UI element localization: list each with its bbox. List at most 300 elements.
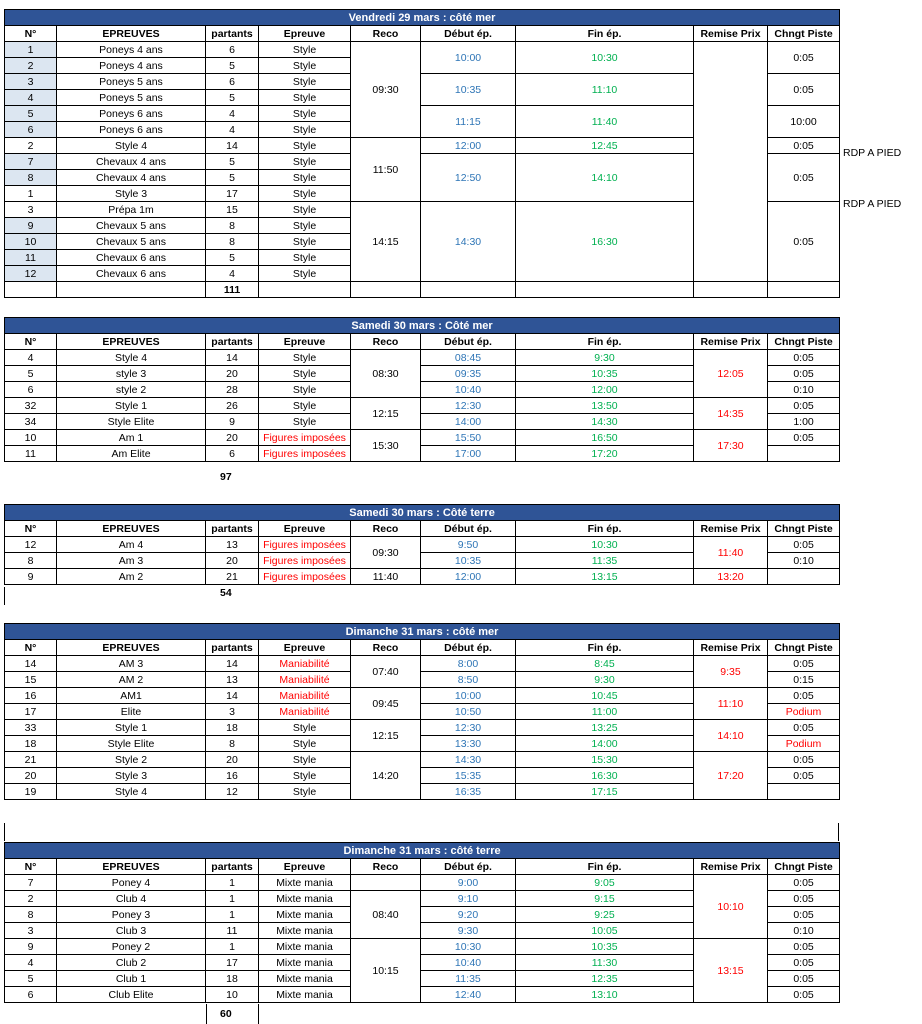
row-epreuve-name: Style 2 — [57, 752, 206, 768]
row-epreuve-name: Style 1 — [57, 720, 206, 736]
header-remise: Remise Prix — [694, 26, 768, 42]
chngt-piste: 1:00 — [768, 414, 840, 430]
chngt-piste: 0:05 — [768, 74, 840, 106]
row-epreuve-name: style 2 — [57, 382, 206, 398]
header-partants: partants — [206, 859, 259, 875]
row-number: 34 — [5, 414, 57, 430]
debut-time: 12:30 — [421, 720, 516, 736]
row-number: 32 — [5, 398, 57, 414]
grid-line — [258, 1004, 259, 1024]
row-partants: 14 — [206, 688, 259, 704]
grid-line — [838, 823, 839, 841]
rdp-note: RDP A PIED — [843, 147, 902, 159]
remise-prix: 9:35 — [694, 656, 768, 688]
chngt-piste: 10:00 — [768, 106, 840, 138]
chngt-piste: 0:05 — [768, 720, 840, 736]
table-row — [5, 42, 840, 58]
row-partants: 6 — [206, 74, 259, 90]
header-reco: Reco — [351, 26, 421, 42]
row-partants: 5 — [206, 90, 259, 106]
row-type: Figures imposées — [259, 537, 351, 553]
remise-prix: 11:40 — [694, 537, 768, 569]
row-partants: 10 — [206, 987, 259, 1003]
header-debut: Début ép. — [421, 334, 516, 350]
debut-time: 10:00 — [421, 42, 516, 74]
table-row — [5, 430, 840, 446]
row-partants: 6 — [206, 446, 259, 462]
row-type: Style — [259, 138, 351, 154]
remise-prix: 14:35 — [694, 398, 768, 430]
grid-line — [4, 823, 5, 841]
row-number: 8 — [5, 907, 57, 923]
schedule-table — [4, 623, 840, 800]
fin-time: 9:30 — [516, 350, 694, 366]
fin-time: 10:35 — [516, 939, 694, 955]
row-epreuve-name: Style Elite — [57, 736, 206, 752]
fin-time: 10:30 — [516, 42, 694, 74]
total-partants: 111 — [206, 282, 259, 298]
row-epreuve-name: Prépa 1m — [57, 202, 206, 218]
total-partants: 54 — [220, 587, 232, 599]
header-reco: Reco — [351, 521, 421, 537]
header-fin: Fin ép. — [516, 26, 694, 42]
row-type: Style — [259, 752, 351, 768]
row-type: Figures imposées — [259, 553, 351, 569]
fin-time: 10:30 — [516, 537, 694, 553]
row-number: 21 — [5, 752, 57, 768]
row-partants: 8 — [206, 218, 259, 234]
reco-time: 11:50 — [351, 138, 421, 202]
row-number: 6 — [5, 382, 57, 398]
reco-time: 09:30 — [351, 537, 421, 569]
row-partants: 11 — [206, 923, 259, 939]
header-debut: Début ép. — [421, 521, 516, 537]
row-number: 2 — [5, 138, 57, 154]
table-row — [5, 752, 840, 768]
row-partants: 1 — [206, 875, 259, 891]
chngt-piste: 0:05 — [768, 202, 840, 282]
row-partants: 12 — [206, 784, 259, 800]
debut-time: 09:35 — [421, 366, 516, 382]
section-vendredi-mer — [4, 9, 840, 298]
row-epreuve-name: Style 1 — [57, 398, 206, 414]
header-partants: partants — [206, 26, 259, 42]
remise-prix — [694, 42, 768, 282]
header-epreuves: EPREUVES — [57, 334, 206, 350]
row-partants: 15 — [206, 202, 259, 218]
header-epreuves: EPREUVES — [57, 521, 206, 537]
row-partants: 5 — [206, 250, 259, 266]
chngt-piste: 0:05 — [768, 688, 840, 704]
debut-time: 11:35 — [421, 971, 516, 987]
row-number: 8 — [5, 553, 57, 569]
reco-time — [351, 875, 421, 891]
section-title: Samedi 30 mars : Côté mer — [5, 318, 840, 334]
debut-time: 12:00 — [421, 138, 516, 154]
header-chngt: Chngt Piste — [768, 640, 840, 656]
row-epreuve-name: Poney 4 — [57, 875, 206, 891]
debut-time: 14:30 — [421, 202, 516, 282]
chngt-piste: 0:05 — [768, 891, 840, 907]
total-row — [5, 282, 840, 298]
row-partants: 4 — [206, 266, 259, 282]
fin-time: 16:50 — [516, 430, 694, 446]
row-number: 8 — [5, 170, 57, 186]
fin-time: 11:30 — [516, 955, 694, 971]
header-reco: Reco — [351, 334, 421, 350]
row-partants: 28 — [206, 382, 259, 398]
header-epreuves: EPREUVES — [57, 859, 206, 875]
reco-time: 12:15 — [351, 720, 421, 752]
remise-prix: 13:15 — [694, 939, 768, 1003]
grid-line — [206, 1004, 207, 1024]
header-n: N° — [5, 26, 57, 42]
row-partants: 3 — [206, 704, 259, 720]
section-title: Vendredi 29 mars : côté mer — [5, 10, 840, 26]
header-epreuve: Epreuve — [259, 521, 351, 537]
row-epreuve-name: Style 4 — [57, 350, 206, 366]
debut-time: 8:00 — [421, 656, 516, 672]
row-type: Mixte mania — [259, 875, 351, 891]
row-partants: 20 — [206, 366, 259, 382]
schedule-table — [4, 9, 840, 298]
fin-time: 13:10 — [516, 987, 694, 1003]
row-epreuve-name: Club 1 — [57, 971, 206, 987]
row-type: Style — [259, 382, 351, 398]
header-chngt: Chngt Piste — [768, 26, 840, 42]
row-epreuve-name: Poneys 4 ans — [57, 42, 206, 58]
debut-time: 9:50 — [421, 537, 516, 553]
row-number: 3 — [5, 74, 57, 90]
row-type: Style — [259, 218, 351, 234]
debut-time: 11:15 — [421, 106, 516, 138]
row-epreuve-name: Chevaux 4 ans — [57, 154, 206, 170]
remise-prix: 12:05 — [694, 350, 768, 398]
row-epreuve-name: Chevaux 6 ans — [57, 266, 206, 282]
header-remise: Remise Prix — [694, 859, 768, 875]
debut-time: 10:40 — [421, 382, 516, 398]
row-number: 9 — [5, 939, 57, 955]
row-type: Mixte mania — [259, 971, 351, 987]
row-type: Style — [259, 266, 351, 282]
row-number: 15 — [5, 672, 57, 688]
row-number: 7 — [5, 875, 57, 891]
chngt-piste: 0:10 — [768, 553, 840, 569]
row-epreuve-name: Am 3 — [57, 553, 206, 569]
fin-time: 17:20 — [516, 446, 694, 462]
row-epreuve-name: AM 3 — [57, 656, 206, 672]
row-number: 14 — [5, 656, 57, 672]
row-partants: 20 — [206, 553, 259, 569]
fin-time: 10:35 — [516, 366, 694, 382]
debut-time: 12:30 — [421, 398, 516, 414]
reco-time: 15:30 — [351, 430, 421, 462]
row-type: Style — [259, 42, 351, 58]
row-epreuve-name: Chevaux 5 ans — [57, 234, 206, 250]
row-type: Mixte mania — [259, 955, 351, 971]
row-type: Mixte mania — [259, 923, 351, 939]
row-epreuve-name: style 3 — [57, 366, 206, 382]
row-number: 3 — [5, 923, 57, 939]
row-partants: 5 — [206, 154, 259, 170]
row-partants: 20 — [206, 752, 259, 768]
row-type: Style — [259, 768, 351, 784]
row-epreuve-name: Chevaux 5 ans — [57, 218, 206, 234]
row-number: 5 — [5, 366, 57, 382]
row-epreuve-name: Am 1 — [57, 430, 206, 446]
chngt-piste — [768, 569, 840, 585]
row-epreuve-name: Am Elite — [57, 446, 206, 462]
debut-time: 13:30 — [421, 736, 516, 752]
chngt-piste: 0:05 — [768, 987, 840, 1003]
remise-prix: 11:10 — [694, 688, 768, 720]
header-remise: Remise Prix — [694, 640, 768, 656]
header-fin: Fin ép. — [516, 859, 694, 875]
header-epreuves: EPREUVES — [57, 640, 206, 656]
row-type: Style — [259, 186, 351, 202]
debut-time: 9:20 — [421, 907, 516, 923]
row-number: 16 — [5, 688, 57, 704]
row-number: 2 — [5, 58, 57, 74]
chngt-piste: 0:05 — [768, 430, 840, 446]
header-reco: Reco — [351, 859, 421, 875]
header-partants: partants — [206, 334, 259, 350]
schedule-table — [4, 504, 840, 585]
table-row — [5, 350, 840, 366]
row-epreuve-name: AM 2 — [57, 672, 206, 688]
fin-time: 8:45 — [516, 656, 694, 672]
debut-time: 8:50 — [421, 672, 516, 688]
debut-time: 9:30 — [421, 923, 516, 939]
row-type: Maniabilité — [259, 688, 351, 704]
row-number: 5 — [5, 106, 57, 122]
row-epreuve-name: Style 4 — [57, 138, 206, 154]
fin-time: 11:10 — [516, 74, 694, 106]
fin-time: 13:50 — [516, 398, 694, 414]
row-partants: 1 — [206, 891, 259, 907]
row-number: 12 — [5, 266, 57, 282]
row-type: Style — [259, 350, 351, 366]
row-type: Mixte mania — [259, 907, 351, 923]
row-partants: 13 — [206, 537, 259, 553]
debut-time: 10:35 — [421, 553, 516, 569]
row-type: Style — [259, 170, 351, 186]
row-type: Style — [259, 122, 351, 138]
row-partants: 18 — [206, 720, 259, 736]
debut-time: 10:00 — [421, 688, 516, 704]
reco-time: 10:15 — [351, 939, 421, 1003]
section-title: Samedi 30 mars : Côté terre — [5, 505, 840, 521]
table-row — [5, 875, 840, 891]
row-epreuve-name: Poneys 5 ans — [57, 90, 206, 106]
fin-time: 11:40 — [516, 106, 694, 138]
header-reco: Reco — [351, 640, 421, 656]
row-partants: 13 — [206, 672, 259, 688]
fin-time: 12:00 — [516, 382, 694, 398]
grid-line — [4, 587, 5, 605]
row-type: Style — [259, 90, 351, 106]
chngt-piste: 0:05 — [768, 398, 840, 414]
header-remise: Remise Prix — [694, 521, 768, 537]
row-epreuve-name: Club 2 — [57, 955, 206, 971]
chngt-piste: 0:05 — [768, 875, 840, 891]
table-row — [5, 537, 840, 553]
row-number: 11 — [5, 446, 57, 462]
chngt-piste: 0:05 — [768, 154, 840, 202]
chngt-piste: 0:05 — [768, 350, 840, 366]
table-row — [5, 688, 840, 704]
row-number: 10 — [5, 430, 57, 446]
schedule-table — [4, 842, 840, 1003]
chngt-piste: 0:05 — [768, 955, 840, 971]
chngt-piste: 0:05 — [768, 656, 840, 672]
row-type: Figures imposées — [259, 569, 351, 585]
row-partants: 6 — [206, 42, 259, 58]
chngt-piste: 0:05 — [768, 971, 840, 987]
fin-time: 14:10 — [516, 154, 694, 202]
row-type: Figures imposées — [259, 446, 351, 462]
header-remise: Remise Prix — [694, 334, 768, 350]
remise-prix: 14:10 — [694, 720, 768, 752]
row-partants: 14 — [206, 138, 259, 154]
debut-time: 12:40 — [421, 987, 516, 1003]
fin-time: 15:30 — [516, 752, 694, 768]
reco-time: 12:15 — [351, 398, 421, 430]
row-partants: 4 — [206, 106, 259, 122]
fin-time: 14:00 — [516, 736, 694, 752]
chngt-piste: 0:05 — [768, 537, 840, 553]
row-type: Style — [259, 250, 351, 266]
header-chngt: Chngt Piste — [768, 859, 840, 875]
row-number: 3 — [5, 202, 57, 218]
debut-time: 9:00 — [421, 875, 516, 891]
header-n: N° — [5, 859, 57, 875]
row-partants: 14 — [206, 350, 259, 366]
row-type: Style — [259, 784, 351, 800]
debut-time: 9:10 — [421, 891, 516, 907]
debut-time: 15:35 — [421, 768, 516, 784]
section-samedi-mer — [4, 317, 840, 462]
row-epreuve-name: Poneys 6 ans — [57, 122, 206, 138]
chngt-piste: 0:05 — [768, 366, 840, 382]
row-number: 11 — [5, 250, 57, 266]
row-number: 4 — [5, 955, 57, 971]
fin-time: 13:15 — [516, 569, 694, 585]
debut-time: 14:30 — [421, 752, 516, 768]
chngt-piste — [768, 446, 840, 462]
row-type: Style — [259, 154, 351, 170]
chngt-piste: 0:10 — [768, 382, 840, 398]
row-number: 10 — [5, 234, 57, 250]
debut-time: 10:40 — [421, 955, 516, 971]
row-type: Style — [259, 414, 351, 430]
fin-time: 14:30 — [516, 414, 694, 430]
row-number: 6 — [5, 987, 57, 1003]
remise-prix: 10:10 — [694, 875, 768, 939]
header-chngt: Chngt Piste — [768, 521, 840, 537]
row-epreuve-name: Poneys 6 ans — [57, 106, 206, 122]
row-type: Maniabilité — [259, 656, 351, 672]
header-fin: Fin ép. — [516, 521, 694, 537]
row-number: 1 — [5, 186, 57, 202]
row-number: 1 — [5, 42, 57, 58]
section-dimanche-terre — [4, 842, 840, 1003]
row-epreuve-name: Am 4 — [57, 537, 206, 553]
row-partants: 5 — [206, 58, 259, 74]
row-type: Mixte mania — [259, 891, 351, 907]
row-epreuve-name: Style 3 — [57, 768, 206, 784]
row-epreuve-name: Club 4 — [57, 891, 206, 907]
debut-time: 12:50 — [421, 154, 516, 202]
remise-prix: 17:20 — [694, 752, 768, 800]
chngt-piste: 0:05 — [768, 42, 840, 74]
reco-time: 08:30 — [351, 350, 421, 398]
row-type: Style — [259, 366, 351, 382]
total-partants: 97 — [220, 471, 232, 483]
section-title: Dimanche 31 mars : côté mer — [5, 624, 840, 640]
remise-prix: 17:30 — [694, 430, 768, 462]
row-type: Style — [259, 106, 351, 122]
fin-time: 11:35 — [516, 553, 694, 569]
fin-time: 9:30 — [516, 672, 694, 688]
row-partants: 1 — [206, 907, 259, 923]
row-type: Maniabilité — [259, 704, 351, 720]
row-epreuve-name: Style 3 — [57, 186, 206, 202]
row-number: 18 — [5, 736, 57, 752]
row-type: Mixte mania — [259, 987, 351, 1003]
row-number: 9 — [5, 218, 57, 234]
reco-time: 07:40 — [351, 656, 421, 688]
debut-time: 10:35 — [421, 74, 516, 106]
header-n: N° — [5, 521, 57, 537]
row-partants: 9 — [206, 414, 259, 430]
reco-time: 14:15 — [351, 202, 421, 282]
chngt-piste: 0:15 — [768, 672, 840, 688]
row-epreuve-name: Chevaux 4 ans — [57, 170, 206, 186]
chngt-piste: Podium — [768, 736, 840, 752]
row-type: Style — [259, 74, 351, 90]
row-partants: 8 — [206, 234, 259, 250]
rdp-note: RDP A PIED — [843, 198, 902, 210]
fin-time: 9:15 — [516, 891, 694, 907]
reco-time: 11:40 — [351, 569, 421, 585]
header-n: N° — [5, 640, 57, 656]
debut-time: 15:50 — [421, 430, 516, 446]
row-number: 12 — [5, 537, 57, 553]
header-fin: Fin ép. — [516, 334, 694, 350]
fin-time: 10:45 — [516, 688, 694, 704]
row-partants: 14 — [206, 656, 259, 672]
section-samedi-terre — [4, 504, 840, 585]
row-type: Style — [259, 58, 351, 74]
header-epreuve: Epreuve — [259, 859, 351, 875]
chngt-piste: 0:05 — [768, 138, 840, 154]
row-epreuve-name: Poneys 4 ans — [57, 58, 206, 74]
row-number: 9 — [5, 569, 57, 585]
table-row — [5, 939, 840, 955]
row-partants: 20 — [206, 430, 259, 446]
row-partants: 8 — [206, 736, 259, 752]
chngt-piste — [768, 784, 840, 800]
row-partants: 17 — [206, 955, 259, 971]
row-type: Style — [259, 398, 351, 414]
debut-time: 10:30 — [421, 939, 516, 955]
fin-time: 12:35 — [516, 971, 694, 987]
row-partants: 1 — [206, 939, 259, 955]
fin-time: 12:45 — [516, 138, 694, 154]
debut-time: 17:00 — [421, 446, 516, 462]
row-number: 19 — [5, 784, 57, 800]
